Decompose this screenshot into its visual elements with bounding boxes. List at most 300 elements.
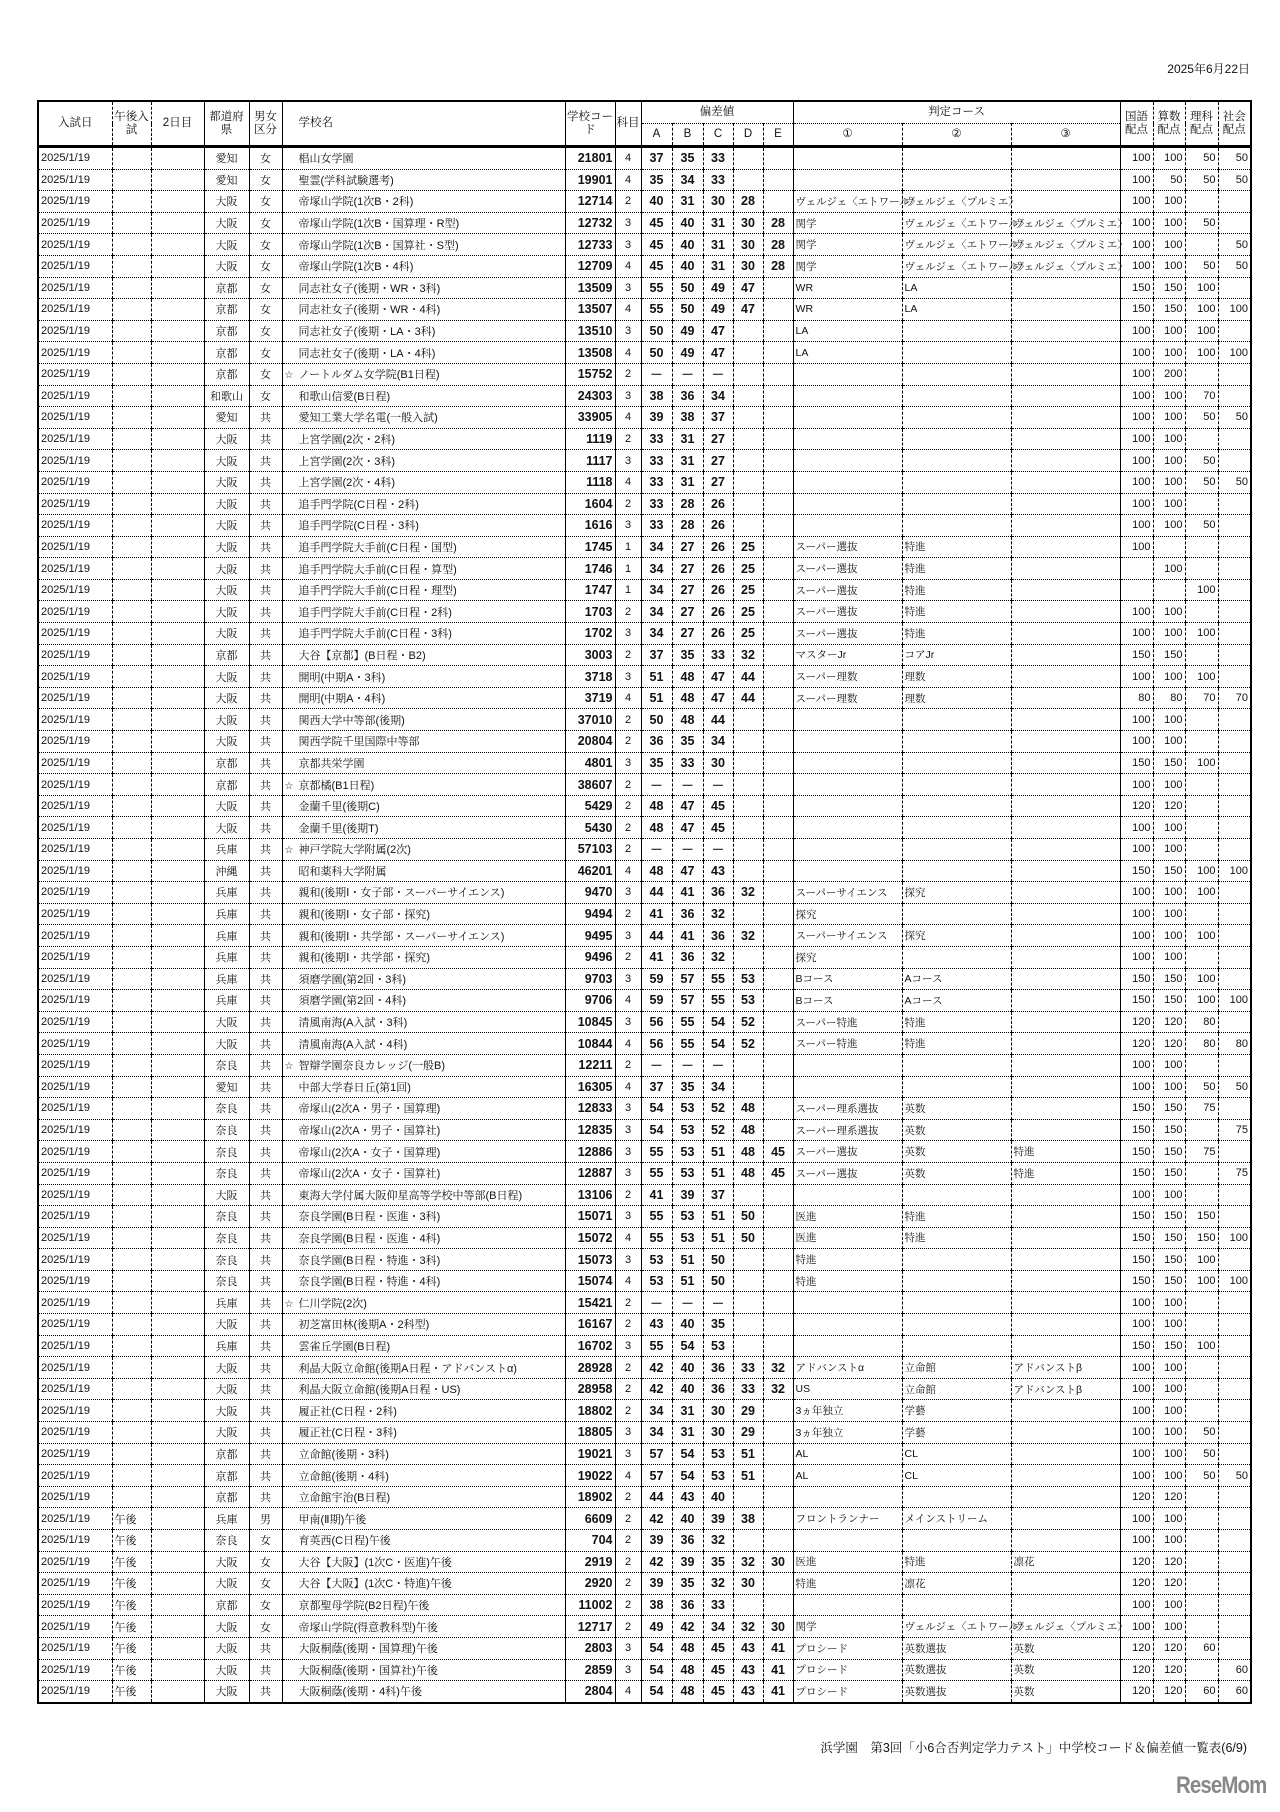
- cell-course-1: LA: [793, 342, 902, 364]
- cell-course-2: ヴェルジェ〈エトワール〉: [902, 255, 1011, 277]
- cell-exam-date: 2025/1/19: [38, 493, 112, 515]
- school-name: 仁川学院(2次): [298, 1297, 367, 1310]
- cell-dev-a: 42: [641, 1357, 672, 1379]
- cell-school-code: 57103: [565, 839, 615, 861]
- cell-score-sansu: 100: [1153, 1184, 1185, 1206]
- cell-exam-date: 2025/1/19: [38, 1162, 112, 1184]
- cell-gender: 女: [249, 212, 282, 234]
- cell-dev-a: 34: [641, 1400, 672, 1422]
- cell-gender: 女: [249, 1551, 282, 1573]
- cell-dev-b: 40: [672, 255, 703, 277]
- cell-dev-b: 54: [672, 1335, 703, 1357]
- cell-score-kokugo: 100: [1120, 234, 1153, 256]
- cell-exam-date: 2025/1/19: [38, 1659, 112, 1681]
- cell-pm-exam: [112, 1400, 151, 1422]
- cell-prefecture: 奈良: [204, 1530, 249, 1552]
- cell-subjects: 2: [615, 817, 641, 839]
- cell-score-rika: [1185, 795, 1218, 817]
- cell-school-code: 5429: [565, 795, 615, 817]
- cell-score-kokugo: 150: [1120, 1206, 1153, 1228]
- cell-school-name: [282, 1054, 565, 1076]
- cell-score-shakai: 60: [1218, 1681, 1251, 1703]
- cell-dev-c: 32: [703, 1573, 733, 1595]
- table-row: [38, 1141, 1251, 1163]
- cell-dev-c: 33: [703, 147, 733, 170]
- cell-dev-b: 38: [672, 407, 703, 429]
- table-row: [38, 925, 1251, 947]
- cell-course-2: 理数: [902, 687, 1011, 709]
- col-deviation: 偏差値: [641, 101, 793, 124]
- cell-subjects: 4: [615, 1681, 641, 1703]
- cell-dev-b: 36: [672, 946, 703, 968]
- cell-prefecture: 奈良: [204, 1249, 249, 1271]
- cell-school-name: [282, 1033, 565, 1055]
- cell-score-rika: 100: [1185, 342, 1218, 364]
- cell-score-shakai: [1218, 1400, 1251, 1422]
- cell-subjects: 2: [615, 644, 641, 666]
- school-name: 甲南(Ⅱ期)午後: [298, 1513, 367, 1526]
- cell-dev-a: 33: [641, 450, 672, 472]
- cell-score-kokugo: 100: [1120, 925, 1153, 947]
- cell-dev-c: 33: [703, 644, 733, 666]
- table-row: [38, 752, 1251, 774]
- table-row: [38, 968, 1251, 990]
- cell-prefecture: 大阪: [204, 234, 249, 256]
- cell-dev-b: 27: [672, 601, 703, 623]
- cell-score-shakai: [1218, 752, 1251, 774]
- cell-dev-b: －: [672, 1292, 703, 1314]
- cell-course-3: [1011, 147, 1120, 170]
- cell-dev-d: 25: [733, 601, 763, 623]
- cell-dev-c: 36: [703, 1357, 733, 1379]
- cell-score-kokugo: 100: [1120, 1443, 1153, 1465]
- cell-score-kokugo: 100: [1120, 1616, 1153, 1638]
- school-name: 親和(後期Ⅰ・女子部・スーパーサイエンス): [298, 887, 505, 900]
- cell-gender: 共: [249, 428, 282, 450]
- cell-course-2: 英数選抜: [902, 1637, 1011, 1659]
- cell-prefecture: 大阪: [204, 601, 249, 623]
- cell-school-code: 15752: [565, 363, 615, 385]
- cell-score-rika: [1185, 191, 1218, 213]
- cell-dev-c: 53: [703, 1443, 733, 1465]
- cell-gender: 共: [249, 882, 282, 904]
- cell-dev-a: 59: [641, 968, 672, 990]
- cell-prefecture: 大阪: [204, 191, 249, 213]
- cell-prefecture: 京都: [204, 1465, 249, 1487]
- cell-score-shakai: [1218, 774, 1251, 796]
- cell-dev-e: 30: [763, 1616, 793, 1638]
- cell-course-2: ヴェルジェ〈エトワール〉: [902, 1616, 1011, 1638]
- cell-score-sansu: 100: [1153, 1357, 1185, 1379]
- cell-subjects: 3: [615, 1249, 641, 1271]
- cell-exam-date: 2025/1/19: [38, 536, 112, 558]
- cell-score-sansu: 150: [1153, 1270, 1185, 1292]
- cell-score-rika: 80: [1185, 1033, 1218, 1055]
- cell-exam-date: 2025/1/19: [38, 1681, 112, 1703]
- cell-school-name: [282, 493, 565, 515]
- cell-course-3: [1011, 752, 1120, 774]
- cell-dev-a: 42: [641, 1551, 672, 1573]
- cell-course-1: LA: [793, 320, 902, 342]
- table-row: [38, 1465, 1251, 1487]
- cell-dev-d: 47: [733, 299, 763, 321]
- cell-dev-e: [763, 1594, 793, 1616]
- cell-pm-exam: [112, 860, 151, 882]
- cell-score-sansu: 100: [1153, 450, 1185, 472]
- cell-prefecture: 愛知: [204, 1076, 249, 1098]
- cell-score-shakai: [1218, 1011, 1251, 1033]
- cell-course-3: [1011, 1530, 1120, 1552]
- cell-score-kokugo: 100: [1120, 1184, 1153, 1206]
- cell-exam-date: 2025/1/19: [38, 795, 112, 817]
- cell-score-kokugo: 100: [1120, 212, 1153, 234]
- cell-gender: 共: [249, 795, 282, 817]
- cell-score-rika: 100: [1185, 968, 1218, 990]
- cell-dev-a: 55: [641, 1162, 672, 1184]
- cell-dev-a: －: [641, 774, 672, 796]
- cell-prefecture: 大阪: [204, 1637, 249, 1659]
- cell-exam-date: 2025/1/19: [38, 147, 112, 170]
- cell-score-rika: [1185, 1119, 1218, 1141]
- table-row: [38, 1378, 1251, 1400]
- table-row: [38, 169, 1251, 191]
- cell-prefecture: 愛知: [204, 169, 249, 191]
- cell-dev-a: 54: [641, 1659, 672, 1681]
- cell-dev-d: 25: [733, 623, 763, 645]
- cell-exam-date: 2025/1/19: [38, 1378, 112, 1400]
- cell-score-kokugo: 150: [1120, 299, 1153, 321]
- cell-score-shakai: [1218, 536, 1251, 558]
- cell-dev-e: [763, 623, 793, 645]
- cell-dev-d: 32: [733, 1551, 763, 1573]
- school-name: 金蘭千里(後期C): [298, 801, 380, 814]
- table-row: [38, 320, 1251, 342]
- star-mark: ☆: [284, 1298, 294, 1310]
- cell-score-rika: [1185, 817, 1218, 839]
- cell-score-sansu: 100: [1153, 925, 1185, 947]
- cell-dev-c: 27: [703, 450, 733, 472]
- cell-school-code: 11002: [565, 1594, 615, 1616]
- cell-dev-a: 48: [641, 860, 672, 882]
- cell-course-2: ヴェルジェ〈エトワール〉: [902, 234, 1011, 256]
- cell-course-2: [902, 1335, 1011, 1357]
- document-footer: 浜学園 第3回「小6合否判定学力テスト」中学校コード＆偏差値一覧表(6/9): [820, 1741, 1247, 1755]
- cell-dev-d: 52: [733, 1033, 763, 1055]
- cell-prefecture: 大阪: [204, 687, 249, 709]
- cell-subjects: 3: [615, 1206, 641, 1228]
- cell-dev-d: 51: [733, 1443, 763, 1465]
- cell-dev-d: 53: [733, 968, 763, 990]
- cell-course-2: 英数: [902, 1098, 1011, 1120]
- school-name: 大阪桐蔭(後期・国算社)午後: [298, 1664, 438, 1677]
- cell-pm-exam: [112, 1141, 151, 1163]
- cell-score-rika: 100: [1185, 1335, 1218, 1357]
- cell-day2: [151, 428, 204, 450]
- cell-prefecture: 大阪: [204, 817, 249, 839]
- school-name: 開明(中期A・4科): [298, 693, 386, 706]
- table-row: [38, 1659, 1251, 1681]
- col-dev-c: C: [703, 124, 733, 147]
- cell-dev-a: 55: [641, 1335, 672, 1357]
- cell-course-3: [1011, 601, 1120, 623]
- school-name: 大阪桐蔭(後期・国算理)午後: [298, 1643, 438, 1656]
- cell-gender: 共: [249, 1443, 282, 1465]
- cell-course-2: CL: [902, 1443, 1011, 1465]
- cell-course-1: [793, 147, 902, 170]
- cell-dev-e: [763, 1054, 793, 1076]
- school-name: 帝塚山学院(1次B・国算社・S型): [298, 239, 459, 252]
- cell-score-shakai: 100: [1218, 299, 1251, 321]
- col-score-kokugo: 国語配点: [1120, 101, 1153, 147]
- cell-score-shakai: 50: [1218, 255, 1251, 277]
- col-course: 判定コース: [793, 101, 1120, 124]
- cell-subjects: 4: [615, 255, 641, 277]
- table-row: [38, 1573, 1251, 1595]
- cell-dev-d: [733, 860, 763, 882]
- cell-score-kokugo: 100: [1120, 191, 1153, 213]
- cell-school-name: [282, 666, 565, 688]
- cell-score-shakai: [1218, 709, 1251, 731]
- cell-exam-date: 2025/1/19: [38, 1119, 112, 1141]
- cell-school-code: 19901: [565, 169, 615, 191]
- cell-score-shakai: [1218, 1616, 1251, 1638]
- cell-dev-b: －: [672, 774, 703, 796]
- cell-gender: 共: [249, 752, 282, 774]
- cell-prefecture: 大阪: [204, 1033, 249, 1055]
- cell-score-kokugo: 100: [1120, 407, 1153, 429]
- cell-dev-a: 34: [641, 536, 672, 558]
- cell-score-sansu: 100: [1153, 709, 1185, 731]
- cell-dev-c: 53: [703, 1465, 733, 1487]
- cell-dev-a: －: [641, 1054, 672, 1076]
- cell-subjects: 2: [615, 774, 641, 796]
- cell-prefecture: 大阪: [204, 579, 249, 601]
- cell-dev-a: 55: [641, 1227, 672, 1249]
- cell-exam-date: 2025/1/19: [38, 731, 112, 753]
- cell-score-kokugo: 150: [1120, 277, 1153, 299]
- cell-day2: [151, 1292, 204, 1314]
- cell-subjects: 1: [615, 579, 641, 601]
- cell-day2: [151, 147, 204, 170]
- cell-school-name: [282, 1659, 565, 1681]
- cell-prefecture: 兵庫: [204, 1508, 249, 1530]
- cell-course-3: [1011, 450, 1120, 472]
- cell-score-rika: [1185, 558, 1218, 580]
- cell-dev-d: 44: [733, 687, 763, 709]
- cell-day2: [151, 191, 204, 213]
- cell-prefecture: 奈良: [204, 1162, 249, 1184]
- cell-score-shakai: [1218, 1357, 1251, 1379]
- cell-exam-date: 2025/1/19: [38, 666, 112, 688]
- school-name: 上宮学園(2次・3科): [298, 455, 396, 468]
- school-name: 京都聖母学院(B2日程)午後: [298, 1600, 430, 1613]
- cell-score-shakai: 50: [1218, 169, 1251, 191]
- cell-dev-c: 45: [703, 1637, 733, 1659]
- cell-dev-c: 35: [703, 1551, 733, 1573]
- cell-dev-c: 53: [703, 1335, 733, 1357]
- table-row: [38, 709, 1251, 731]
- cell-score-sansu: [1153, 536, 1185, 558]
- cell-school-code: 13507: [565, 299, 615, 321]
- star-mark: ☆: [284, 370, 294, 382]
- cell-gender: 女: [249, 147, 282, 170]
- cell-course-1: 特進: [793, 1249, 902, 1271]
- cell-exam-date: 2025/1/19: [38, 169, 112, 191]
- cell-dev-d: [733, 903, 763, 925]
- cell-dev-d: [733, 471, 763, 493]
- cell-course-1: スーパー特進: [793, 1011, 902, 1033]
- table-row: [38, 1357, 1251, 1379]
- cell-gender: 共: [249, 407, 282, 429]
- table-row: [38, 1184, 1251, 1206]
- cell-score-shakai: [1218, 839, 1251, 861]
- cell-dev-b: 47: [672, 795, 703, 817]
- cell-dev-c: 26: [703, 493, 733, 515]
- cell-score-kokugo: 100: [1120, 342, 1153, 364]
- cell-course-2: [902, 1270, 1011, 1292]
- cell-dev-b: 40: [672, 234, 703, 256]
- cell-dev-c: 32: [703, 1530, 733, 1552]
- cell-day2: [151, 471, 204, 493]
- cell-score-sansu: 80: [1153, 687, 1185, 709]
- cell-dev-d: 43: [733, 1637, 763, 1659]
- cell-score-shakai: 100: [1218, 342, 1251, 364]
- cell-dev-b: 40: [672, 1357, 703, 1379]
- cell-dev-a: 54: [641, 1681, 672, 1703]
- cell-dev-a: 33: [641, 428, 672, 450]
- cell-gender: 女: [249, 169, 282, 191]
- cell-school-name: [282, 299, 565, 321]
- cell-dev-e: [763, 1184, 793, 1206]
- cell-dev-a: －: [641, 363, 672, 385]
- cell-score-kokugo: 100: [1120, 1357, 1153, 1379]
- cell-day2: [151, 385, 204, 407]
- cell-score-rika: [1185, 601, 1218, 623]
- cell-dev-c: 54: [703, 1011, 733, 1033]
- cell-score-sansu: 100: [1153, 903, 1185, 925]
- cell-score-sansu: 100: [1153, 428, 1185, 450]
- cell-score-shakai: 100: [1218, 990, 1251, 1012]
- cell-school-code: 10845: [565, 1011, 615, 1033]
- cell-dev-e: [763, 1443, 793, 1465]
- cell-dev-a: 42: [641, 1378, 672, 1400]
- cell-school-code: 2920: [565, 1573, 615, 1595]
- table-row: [38, 147, 1251, 170]
- star-mark: ☆: [284, 1061, 294, 1073]
- cell-dev-d: [733, 795, 763, 817]
- cell-dev-c: 43: [703, 860, 733, 882]
- cell-score-kokugo: 150: [1120, 1227, 1153, 1249]
- cell-course-1: スーパー選抜: [793, 536, 902, 558]
- cell-dev-e: 32: [763, 1378, 793, 1400]
- cell-gender: 共: [249, 1054, 282, 1076]
- cell-score-kokugo: 100: [1120, 169, 1153, 191]
- cell-dev-d: [733, 1335, 763, 1357]
- cell-course-2: 学藝: [902, 1400, 1011, 1422]
- cell-pm-exam: [112, 1119, 151, 1141]
- cell-course-2: [902, 817, 1011, 839]
- cell-pm-exam: [112, 1011, 151, 1033]
- cell-school-code: 6609: [565, 1508, 615, 1530]
- cell-day2: [151, 644, 204, 666]
- cell-school-name: [282, 1076, 565, 1098]
- cell-pm-exam: [112, 515, 151, 537]
- cell-dev-d: 33: [733, 1378, 763, 1400]
- cell-score-rika: [1185, 946, 1218, 968]
- cell-day2: [151, 1033, 204, 1055]
- cell-school-code: 15072: [565, 1227, 615, 1249]
- cell-course-2: [902, 342, 1011, 364]
- cell-dev-d: [733, 428, 763, 450]
- cell-exam-date: 2025/1/19: [38, 1249, 112, 1271]
- cell-dev-c: 49: [703, 299, 733, 321]
- cell-pm-exam: [112, 428, 151, 450]
- cell-pm-exam: [112, 450, 151, 472]
- cell-day2: [151, 925, 204, 947]
- cell-pm-exam: 午後: [112, 1594, 151, 1616]
- cell-score-shakai: [1218, 795, 1251, 817]
- cell-pm-exam: [112, 407, 151, 429]
- cell-day2: [151, 1637, 204, 1659]
- cell-dev-b: 48: [672, 666, 703, 688]
- cell-day2: [151, 1184, 204, 1206]
- cell-subjects: 2: [615, 1508, 641, 1530]
- cell-subjects: 1: [615, 536, 641, 558]
- cell-gender: 共: [249, 990, 282, 1012]
- cell-dev-a: 55: [641, 299, 672, 321]
- cell-day2: [151, 320, 204, 342]
- cell-dev-a: 37: [641, 644, 672, 666]
- cell-dev-c: 34: [703, 731, 733, 753]
- cell-prefecture: 大阪: [204, 1573, 249, 1595]
- cell-school-code: 38607: [565, 774, 615, 796]
- cell-school-code: 37010: [565, 709, 615, 731]
- col-course-2: ②: [902, 124, 1011, 147]
- cell-score-kokugo: 100: [1120, 515, 1153, 537]
- cell-subjects: 3: [615, 666, 641, 688]
- cell-subjects: 3: [615, 623, 641, 645]
- school-name: 清風南海(A入試・4科): [298, 1038, 408, 1051]
- cell-dev-a: 41: [641, 903, 672, 925]
- cell-course-2: [902, 407, 1011, 429]
- school-name: 京都共栄学園: [298, 757, 365, 770]
- cell-school-code: 20804: [565, 731, 615, 753]
- cell-school-name: [282, 946, 565, 968]
- cell-course-2: コアJr: [902, 644, 1011, 666]
- cell-exam-date: 2025/1/19: [38, 471, 112, 493]
- cell-dev-b: 36: [672, 903, 703, 925]
- cell-exam-date: 2025/1/19: [38, 407, 112, 429]
- cell-dev-e: [763, 147, 793, 170]
- cell-subjects: 2: [615, 1357, 641, 1379]
- cell-prefecture: 大阪: [204, 1681, 249, 1703]
- cell-subjects: 2: [615, 731, 641, 753]
- cell-score-shakai: 100: [1218, 860, 1251, 882]
- cell-prefecture: 大阪: [204, 428, 249, 450]
- cell-course-3: [1011, 342, 1120, 364]
- cell-dev-d: 48: [733, 1098, 763, 1120]
- cell-course-3: [1011, 860, 1120, 882]
- cell-gender: 共: [249, 644, 282, 666]
- cell-score-shakai: [1218, 515, 1251, 537]
- cell-school-code: 19021: [565, 1443, 615, 1465]
- cell-prefecture: 大阪: [204, 493, 249, 515]
- cell-course-1: [793, 709, 902, 731]
- cell-course-2: CL: [902, 1465, 1011, 1487]
- cell-day2: [151, 903, 204, 925]
- cell-score-rika: [1185, 731, 1218, 753]
- cell-day2: [151, 234, 204, 256]
